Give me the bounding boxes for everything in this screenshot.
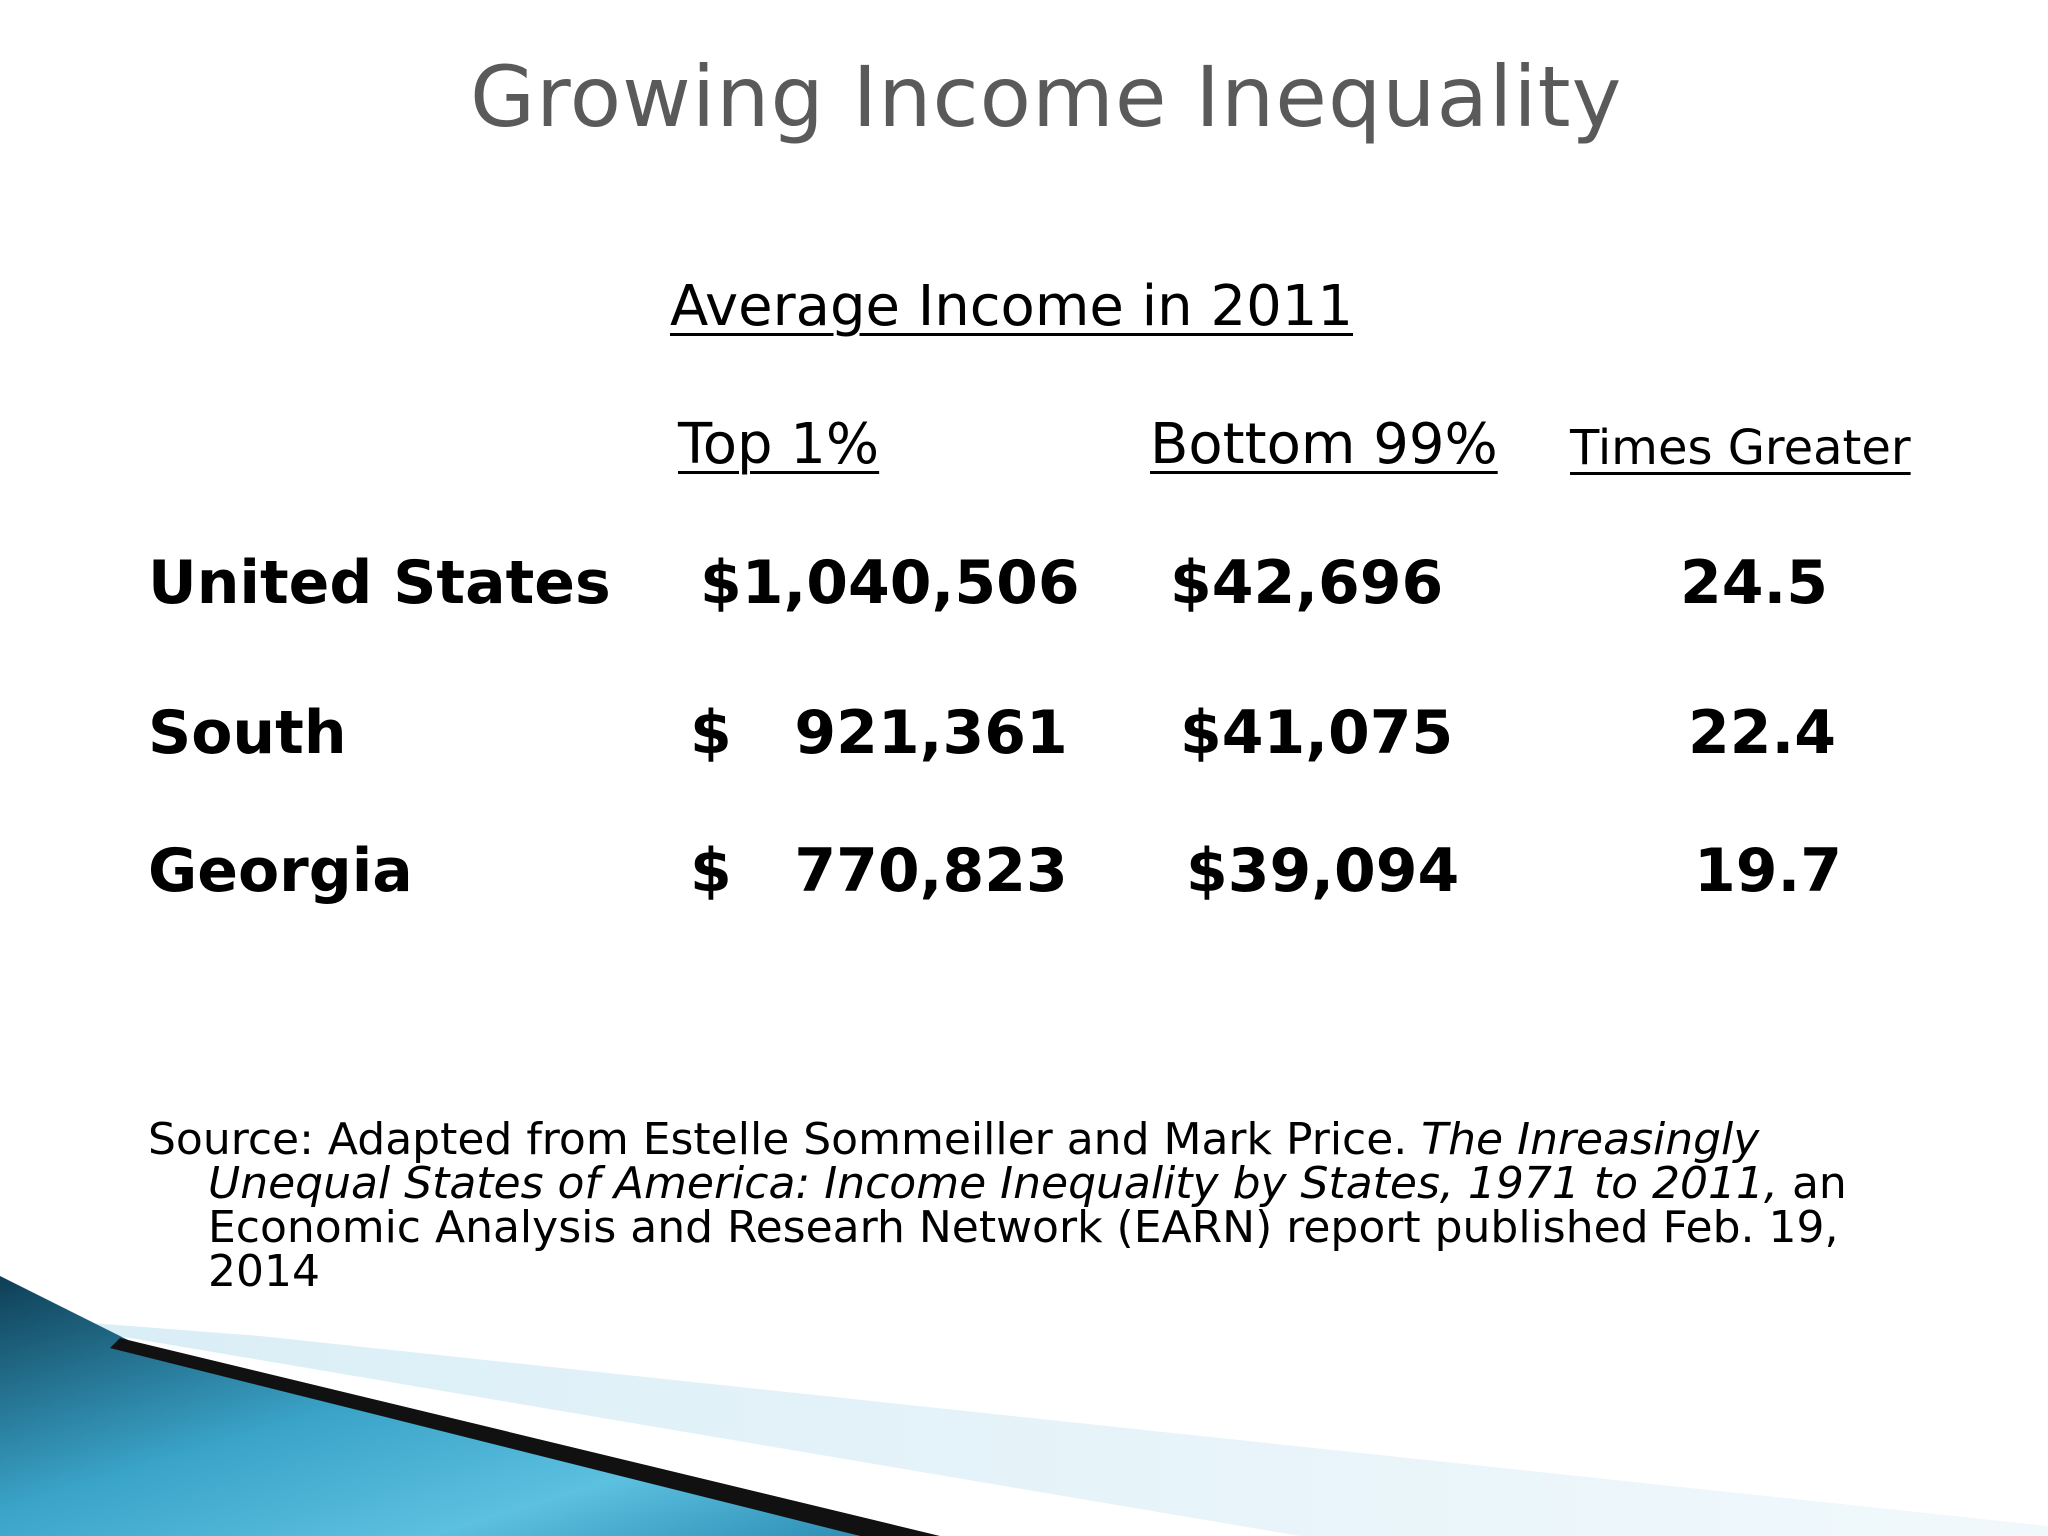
source-line-2-plain: an: [1777, 1158, 1847, 1209]
source-citation: [148, 1114, 1928, 1297]
column-header-bottom-99: Bottom 99%: [1150, 412, 1498, 477]
cell-bottom-georgia: $39,094: [1186, 836, 1460, 906]
slide-title: Growing Income Inequality: [470, 48, 1623, 146]
cell-times-south: 22.4: [1688, 698, 1837, 768]
cell-bottom-united-states: $42,696: [1170, 548, 1444, 618]
row-label-georgia: Georgia: [148, 836, 413, 906]
source-line-2-italic: Unequal States of America: Income Inequality by States, 1971 to 2011,: [208, 1158, 1778, 1209]
row-label-united-states: United States: [148, 548, 611, 618]
source-line-2: [148, 1158, 1928, 1209]
column-header-times-greater: Times Greater: [1570, 420, 1911, 476]
table-subtitle: Average Income in 2011: [670, 274, 1353, 339]
column-header-top-1: Top 1%: [678, 412, 880, 477]
cell-times-united-states: 24.5: [1680, 548, 1829, 618]
decorative-swoosh: [0, 1276, 2048, 1536]
row-label-south: South: [148, 698, 347, 768]
cell-top-united-states: $1,040,506: [700, 548, 1080, 618]
cell-top-georgia: $ 770,823: [690, 836, 1068, 906]
source-line-1-italic: The Inreasingly: [1421, 1114, 1760, 1165]
source-line-1-plain: Source: Adapted from Estelle Sommeiller and Mark Price.: [148, 1114, 1422, 1165]
cell-times-georgia: 19.7: [1694, 836, 1843, 906]
cell-bottom-south: $41,075: [1180, 698, 1454, 768]
source-line-4: 2014: [208, 1246, 320, 1297]
source-line-3: Economic Analysis and Researh Network (EARN) report published Feb. 19,: [208, 1202, 1839, 1253]
cell-top-south: $ 921,361: [690, 698, 1068, 768]
source-line-1: [148, 1114, 1928, 1165]
